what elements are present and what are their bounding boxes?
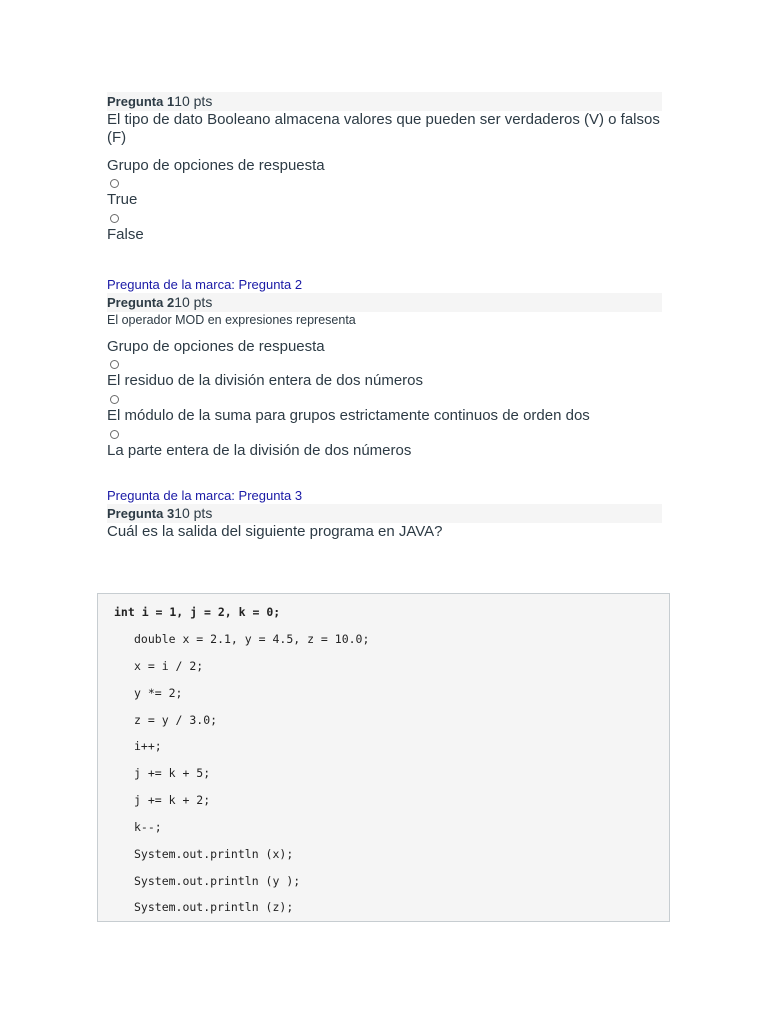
code-line: j += k + 2; bbox=[134, 793, 211, 807]
question-2-number: Pregunta 2 bbox=[107, 295, 175, 310]
code-line: i++; bbox=[134, 739, 162, 753]
question-2-option-2-radio[interactable] bbox=[110, 395, 119, 404]
question-2-points: 10 pts bbox=[174, 294, 213, 310]
code-line: System.out.println (z); bbox=[134, 900, 294, 914]
question-2-header bbox=[107, 293, 662, 312]
question-3-points: 10 pts bbox=[174, 505, 213, 521]
question-1-option-2-label: False bbox=[107, 226, 144, 243]
code-line: int i = 1, j = 2, k = 0; bbox=[114, 605, 281, 619]
question-1-number: Pregunta 1 bbox=[107, 94, 175, 109]
question-2-text: El operador MOD en expresiones representa bbox=[107, 313, 356, 327]
question-1-option-2-radio[interactable] bbox=[110, 214, 119, 223]
code-line: j += k + 5; bbox=[134, 766, 211, 780]
quiz-content bbox=[107, 92, 662, 541]
code-line: double x = 2.1, y = 4.5, z = 10.0; bbox=[134, 632, 370, 646]
question-1-option-1-label: True bbox=[107, 191, 138, 208]
question-1-text: El tipo de dato Booleano almacena valores que pueden ser verdaderos (V) o falsos (F) bbox=[107, 111, 660, 146]
code-line: z = y / 3.0; bbox=[134, 713, 218, 727]
question-3-text: Cuál es la salida del siguiente programa en JAVA? bbox=[107, 523, 443, 540]
question-2-option-1-label: El residuo de la división entera de dos números bbox=[107, 372, 424, 389]
question-1-option-1-radio[interactable] bbox=[110, 179, 119, 188]
question-1-header bbox=[107, 92, 662, 111]
question-1-group-label: Grupo de opciones de respuesta bbox=[107, 157, 325, 174]
question-3-flag-link[interactable]: Pregunta de la marca: Pregunta 3 bbox=[107, 488, 303, 503]
code-block bbox=[97, 593, 670, 922]
question-2-option-3-radio[interactable] bbox=[110, 430, 119, 439]
question-2-group-label: Grupo de opciones de respuesta bbox=[107, 338, 325, 355]
code-line: x = i / 2; bbox=[134, 659, 204, 673]
code-line: y *= 2; bbox=[134, 686, 183, 700]
code-line: System.out.println (y ); bbox=[134, 874, 301, 888]
question-2-option-3-label: La parte entera de la división de dos números bbox=[107, 442, 412, 459]
question-2-option-2-label: El módulo de la suma para grupos estrictamente continuos de orden dos bbox=[107, 407, 590, 424]
code-line: System.out.println (x); bbox=[134, 847, 294, 861]
question-3-header bbox=[107, 504, 662, 523]
question-3-number: Pregunta 3 bbox=[107, 506, 175, 521]
code-line: k--; bbox=[134, 820, 162, 834]
question-1-points: 10 pts bbox=[174, 93, 213, 109]
question-2-flag-link[interactable]: Pregunta de la marca: Pregunta 2 bbox=[107, 277, 303, 292]
question-2-option-1-radio[interactable] bbox=[110, 360, 119, 369]
